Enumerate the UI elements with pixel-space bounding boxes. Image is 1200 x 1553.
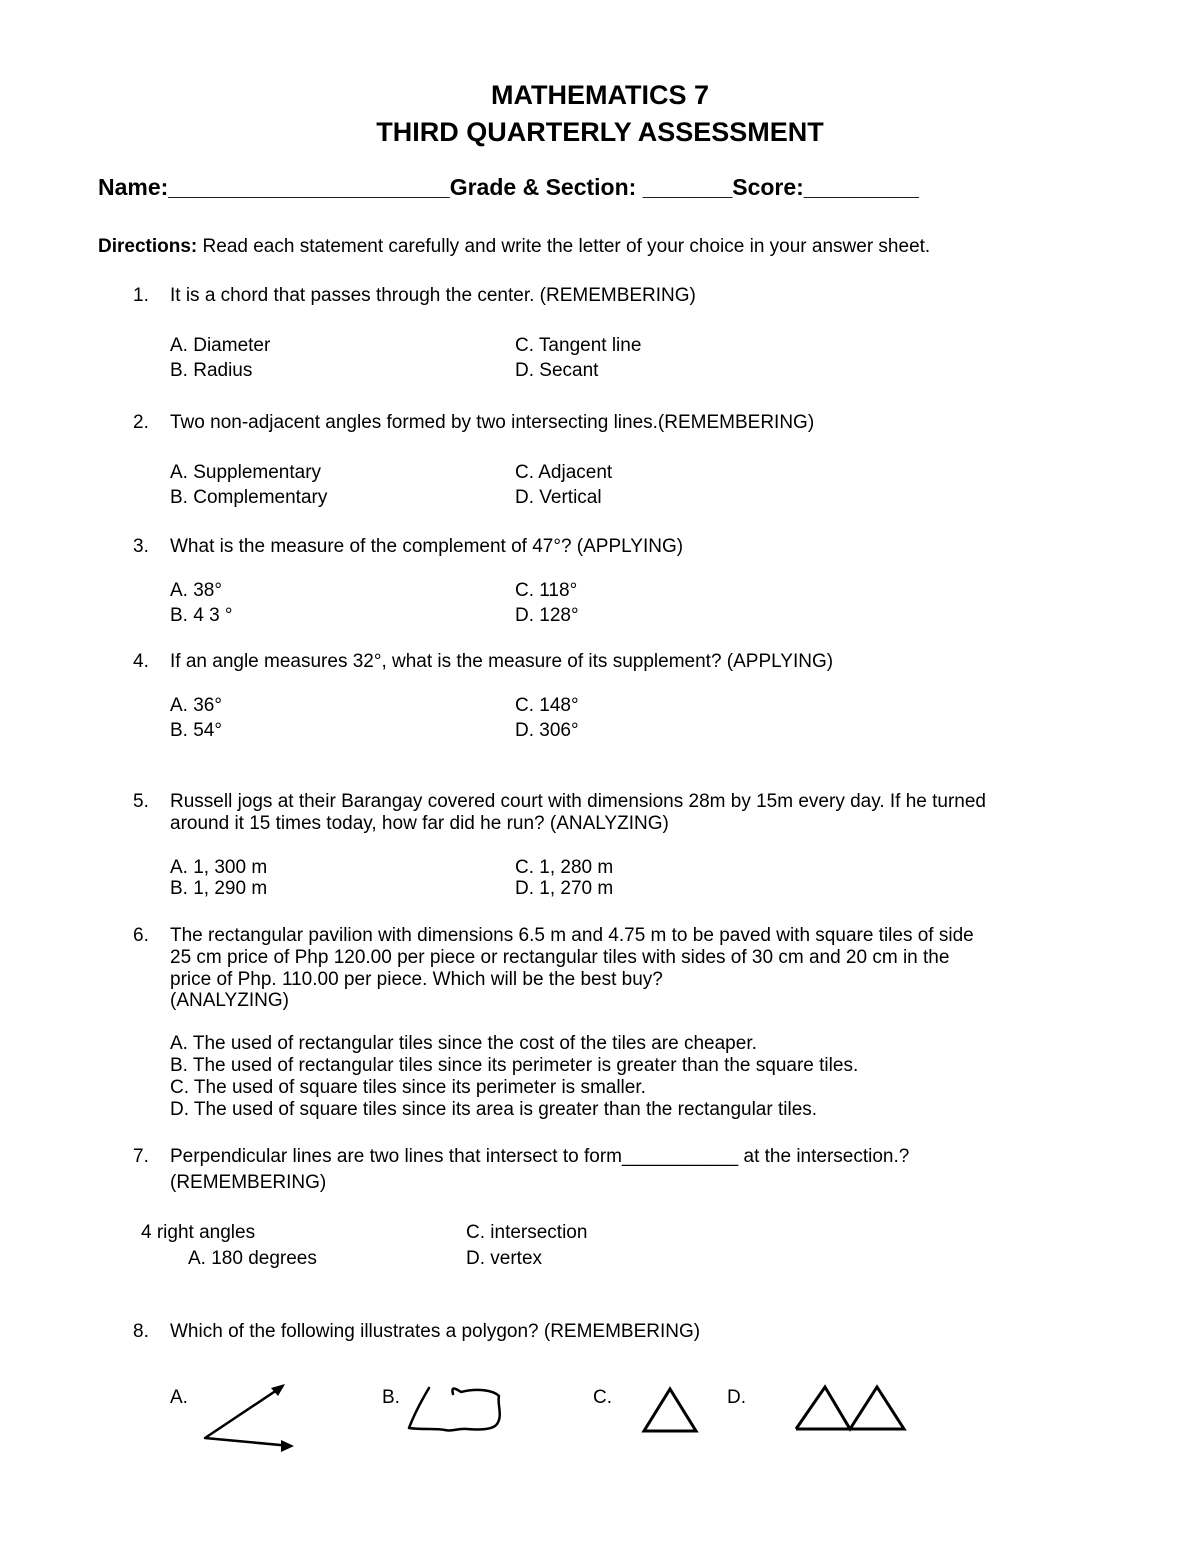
choice-c: C. 148° bbox=[515, 695, 579, 716]
choice-c: C. 1, 280 m bbox=[515, 857, 614, 878]
question-text: 25 cm price of Php 120.00 per piece or rectangular tiles with sides of 30 cm and 20 cm in the bbox=[170, 947, 950, 968]
choice-d: D. Vertical bbox=[515, 487, 602, 508]
choice-b: B. 54° bbox=[170, 720, 222, 741]
question-number: 6. bbox=[133, 925, 149, 946]
choice-c: C. Adjacent bbox=[515, 462, 613, 483]
choice-b: B. Radius bbox=[170, 360, 253, 381]
question-text: If an angle measures 32°, what is the measure of its supplement? (APPLYING) bbox=[170, 651, 834, 672]
choice-a: A. Supplementary bbox=[170, 462, 322, 483]
question-text: What is the measure of the complement of 47°? (APPLYING) bbox=[170, 536, 684, 557]
question-number: 7. bbox=[133, 1146, 149, 1167]
directions bbox=[98, 236, 930, 258]
choice-a: A. Diameter bbox=[170, 335, 271, 356]
choice-d: D. Secant bbox=[515, 360, 599, 381]
question-text: price of Php. 110.00 per piece. Which will be the best buy? bbox=[170, 969, 663, 990]
choice-b: B. 1, 290 m bbox=[170, 878, 268, 899]
name-grade-score-line: Name:______________________Grade & Section: _______Score:_________ bbox=[98, 174, 919, 200]
question-text: (REMEMBERING) bbox=[170, 1172, 327, 1193]
choice-b: B. 4 3 ° bbox=[170, 605, 233, 626]
choice-c-label: C. bbox=[593, 1387, 612, 1408]
choice-b: B. Complementary bbox=[170, 487, 328, 508]
question-text: The rectangular pavilion with dimensions 6.5 m and 4.75 m to be paved with square tiles of side bbox=[170, 925, 974, 946]
directions-text: Read each statement carefully and write the letter of your choice in your answer sheet. bbox=[197, 236, 931, 257]
choice-a-label: A. bbox=[170, 1387, 188, 1408]
choice-d: D. 128° bbox=[515, 605, 579, 626]
choice-d: D. 1, 270 m bbox=[515, 878, 614, 899]
choice-d: D. The used of square tiles since its area is greater than the rectangular tiles. bbox=[170, 1099, 818, 1120]
choice-a: A. 1, 300 m bbox=[170, 857, 268, 878]
choice-d-label: D. bbox=[727, 1387, 746, 1408]
choice-b: A. 180 degrees bbox=[188, 1248, 317, 1269]
choice-a: A. 36° bbox=[170, 695, 222, 716]
question-text: (ANALYZING) bbox=[170, 990, 289, 1011]
choice-b: B. The used of rectangular tiles since its perimeter is greater than the square tiles. bbox=[170, 1055, 859, 1076]
choice-d: D. vertex bbox=[466, 1248, 543, 1269]
directions-label: Directions: bbox=[98, 236, 198, 257]
question-text: around it 15 times today, how far did he run? (ANALYZING) bbox=[170, 813, 669, 834]
choice-c: C. intersection bbox=[466, 1222, 588, 1243]
choice-b-label: B. bbox=[382, 1387, 400, 1408]
figure-c-triangle bbox=[640, 1386, 700, 1436]
question-number: 5. bbox=[133, 791, 149, 812]
choice-c: C. 118° bbox=[515, 580, 578, 601]
title-line-1: MATHEMATICS 7 bbox=[491, 80, 709, 110]
figure-d-double-triangle bbox=[793, 1384, 908, 1434]
choice-a: 4 right angles bbox=[141, 1222, 256, 1243]
question-number: 3. bbox=[133, 536, 149, 557]
question-number: 1. bbox=[133, 285, 149, 306]
title-line-2: THIRD QUARTERLY ASSESSMENT bbox=[376, 117, 824, 147]
choice-c: C. The used of square tiles since its perimeter is smaller. bbox=[170, 1077, 646, 1098]
choice-c: C. Tangent line bbox=[515, 335, 642, 356]
question-number: 4. bbox=[133, 651, 149, 672]
choice-a: A. The used of rectangular tiles since the cost of the tiles are cheaper. bbox=[170, 1033, 757, 1054]
question-number: 2. bbox=[133, 412, 149, 433]
figure-a-open-angle bbox=[195, 1380, 305, 1460]
figure-b-open-curve bbox=[405, 1382, 505, 1442]
question-text: It is a chord that passes through the center. (REMEMBERING) bbox=[170, 285, 696, 306]
question-text: Which of the following illustrates a polygon? (REMEMBERING) bbox=[170, 1321, 701, 1342]
question-text: Perpendicular lines are two lines that intersect to form___________ at the intersection.? bbox=[170, 1146, 910, 1167]
question-text: Two non-adjacent angles formed by two intersecting lines.(REMEMBERING) bbox=[170, 412, 815, 433]
choice-d: D. 306° bbox=[515, 720, 579, 741]
question-number: 8. bbox=[133, 1321, 149, 1342]
question-text: Russell jogs at their Barangay covered court with dimensions 28m by 15m every day. If he turned bbox=[170, 791, 986, 812]
choice-a: A. 38° bbox=[170, 580, 222, 601]
